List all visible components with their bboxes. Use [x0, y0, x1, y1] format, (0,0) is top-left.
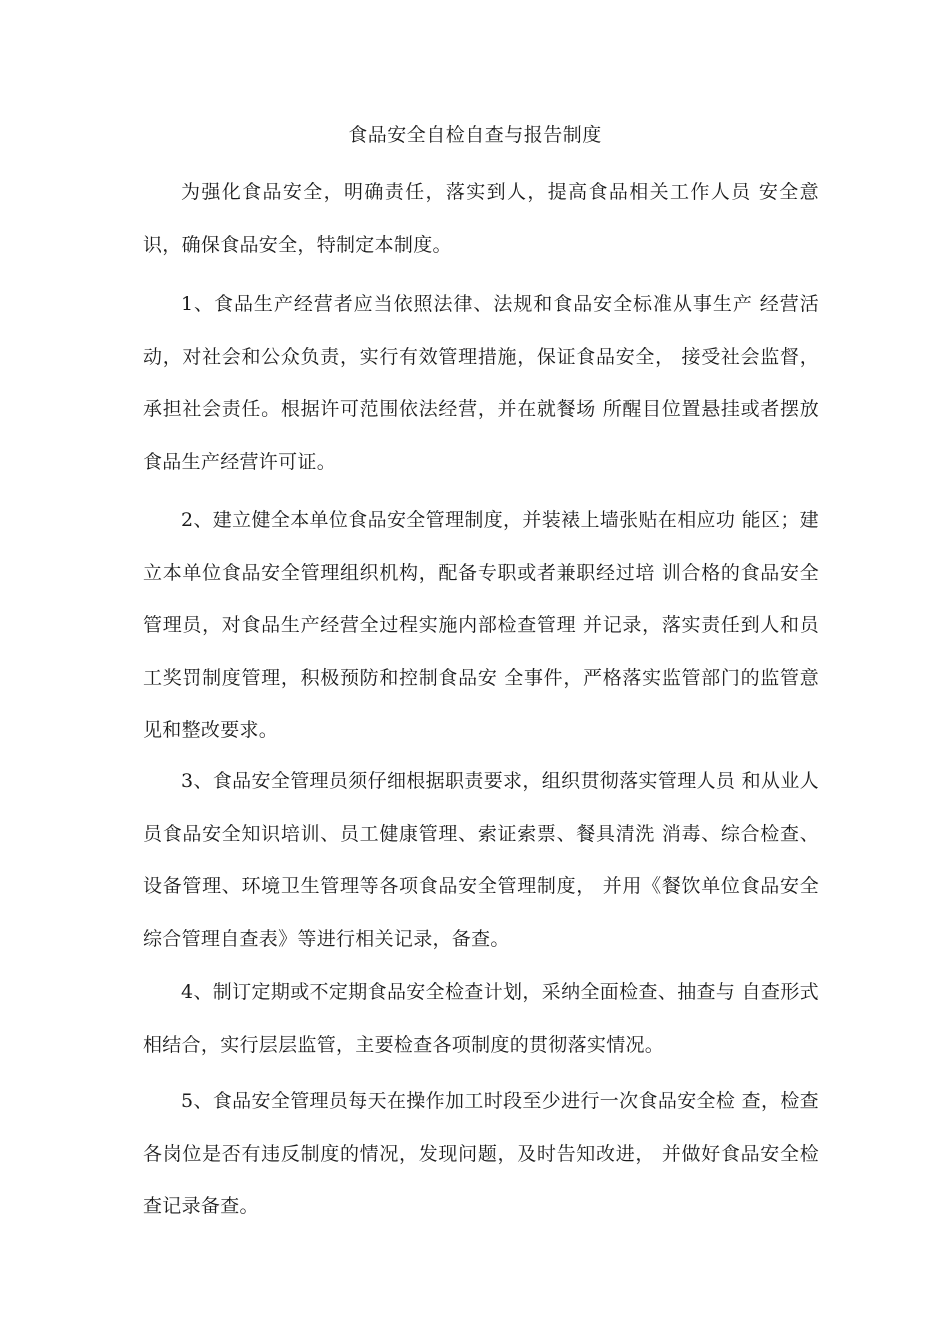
paragraph-item-4: 4、制订定期或不定期食品安全检查计划，采纳全面检查、抽查与 自查形式相结合，实行层层监管，主要检查各项制度的贯彻落实情况。: [143, 981, 819, 1056]
paragraph-intro: 为强化食品安全，明确责任，落实到人，提高食品相关工作人员 安全意识，确保食品安全，特制定本制度。: [143, 181, 819, 256]
paragraph-item-5: 5、食品安全管理员每天在操作加工时段至少进行一次食品安全检 查，检查各岗位是否有违反制度的情况，发现问题，及时告知改进， 并做好食品安全检查记录备查。: [143, 1090, 819, 1217]
document-title: 食品安全自检自查与报告制度: [348, 124, 602, 146]
paragraph-item-3: 3、食品安全管理员须仔细根据职责要求，组织贯彻落实管理人员 和从业人员食品安全知识培训、员工健康管理、索证索票、餐具清洗 消毒、综合检查、设备管理、环境卫生管理等各项食品安全管理制度， 并用《餐饮单位食品安全综合管理自查表》等进行相关记录，备查。: [143, 770, 819, 950]
paragraph-item-1: 1、食品生产经营者应当依照法律、法规和食品安全标准从事生产 经营活动，对社会和公众负责，实行有效管理措施，保证食品安全， 接受社会监督，承担社会责任。根据许可范围依法经营，并在就餐场 所醒目位置悬挂或者摆放食品生产经营许可证。: [143, 293, 819, 473]
paragraph-item-2: 2、建立健全本单位食品安全管理制度，并装裱上墙张贴在相应功 能区；建立本单位食品安全管理组织机构，配备专职或者兼职经过培 训合格的食品安全管理员，对食品生产经营全过程实施内部检查管理 并记录，落实责任到人和员工奖罚制度管理，积极预防和控制食品安 全事件，严格落实监管部门的监管意见和整改要求。: [143, 509, 819, 741]
